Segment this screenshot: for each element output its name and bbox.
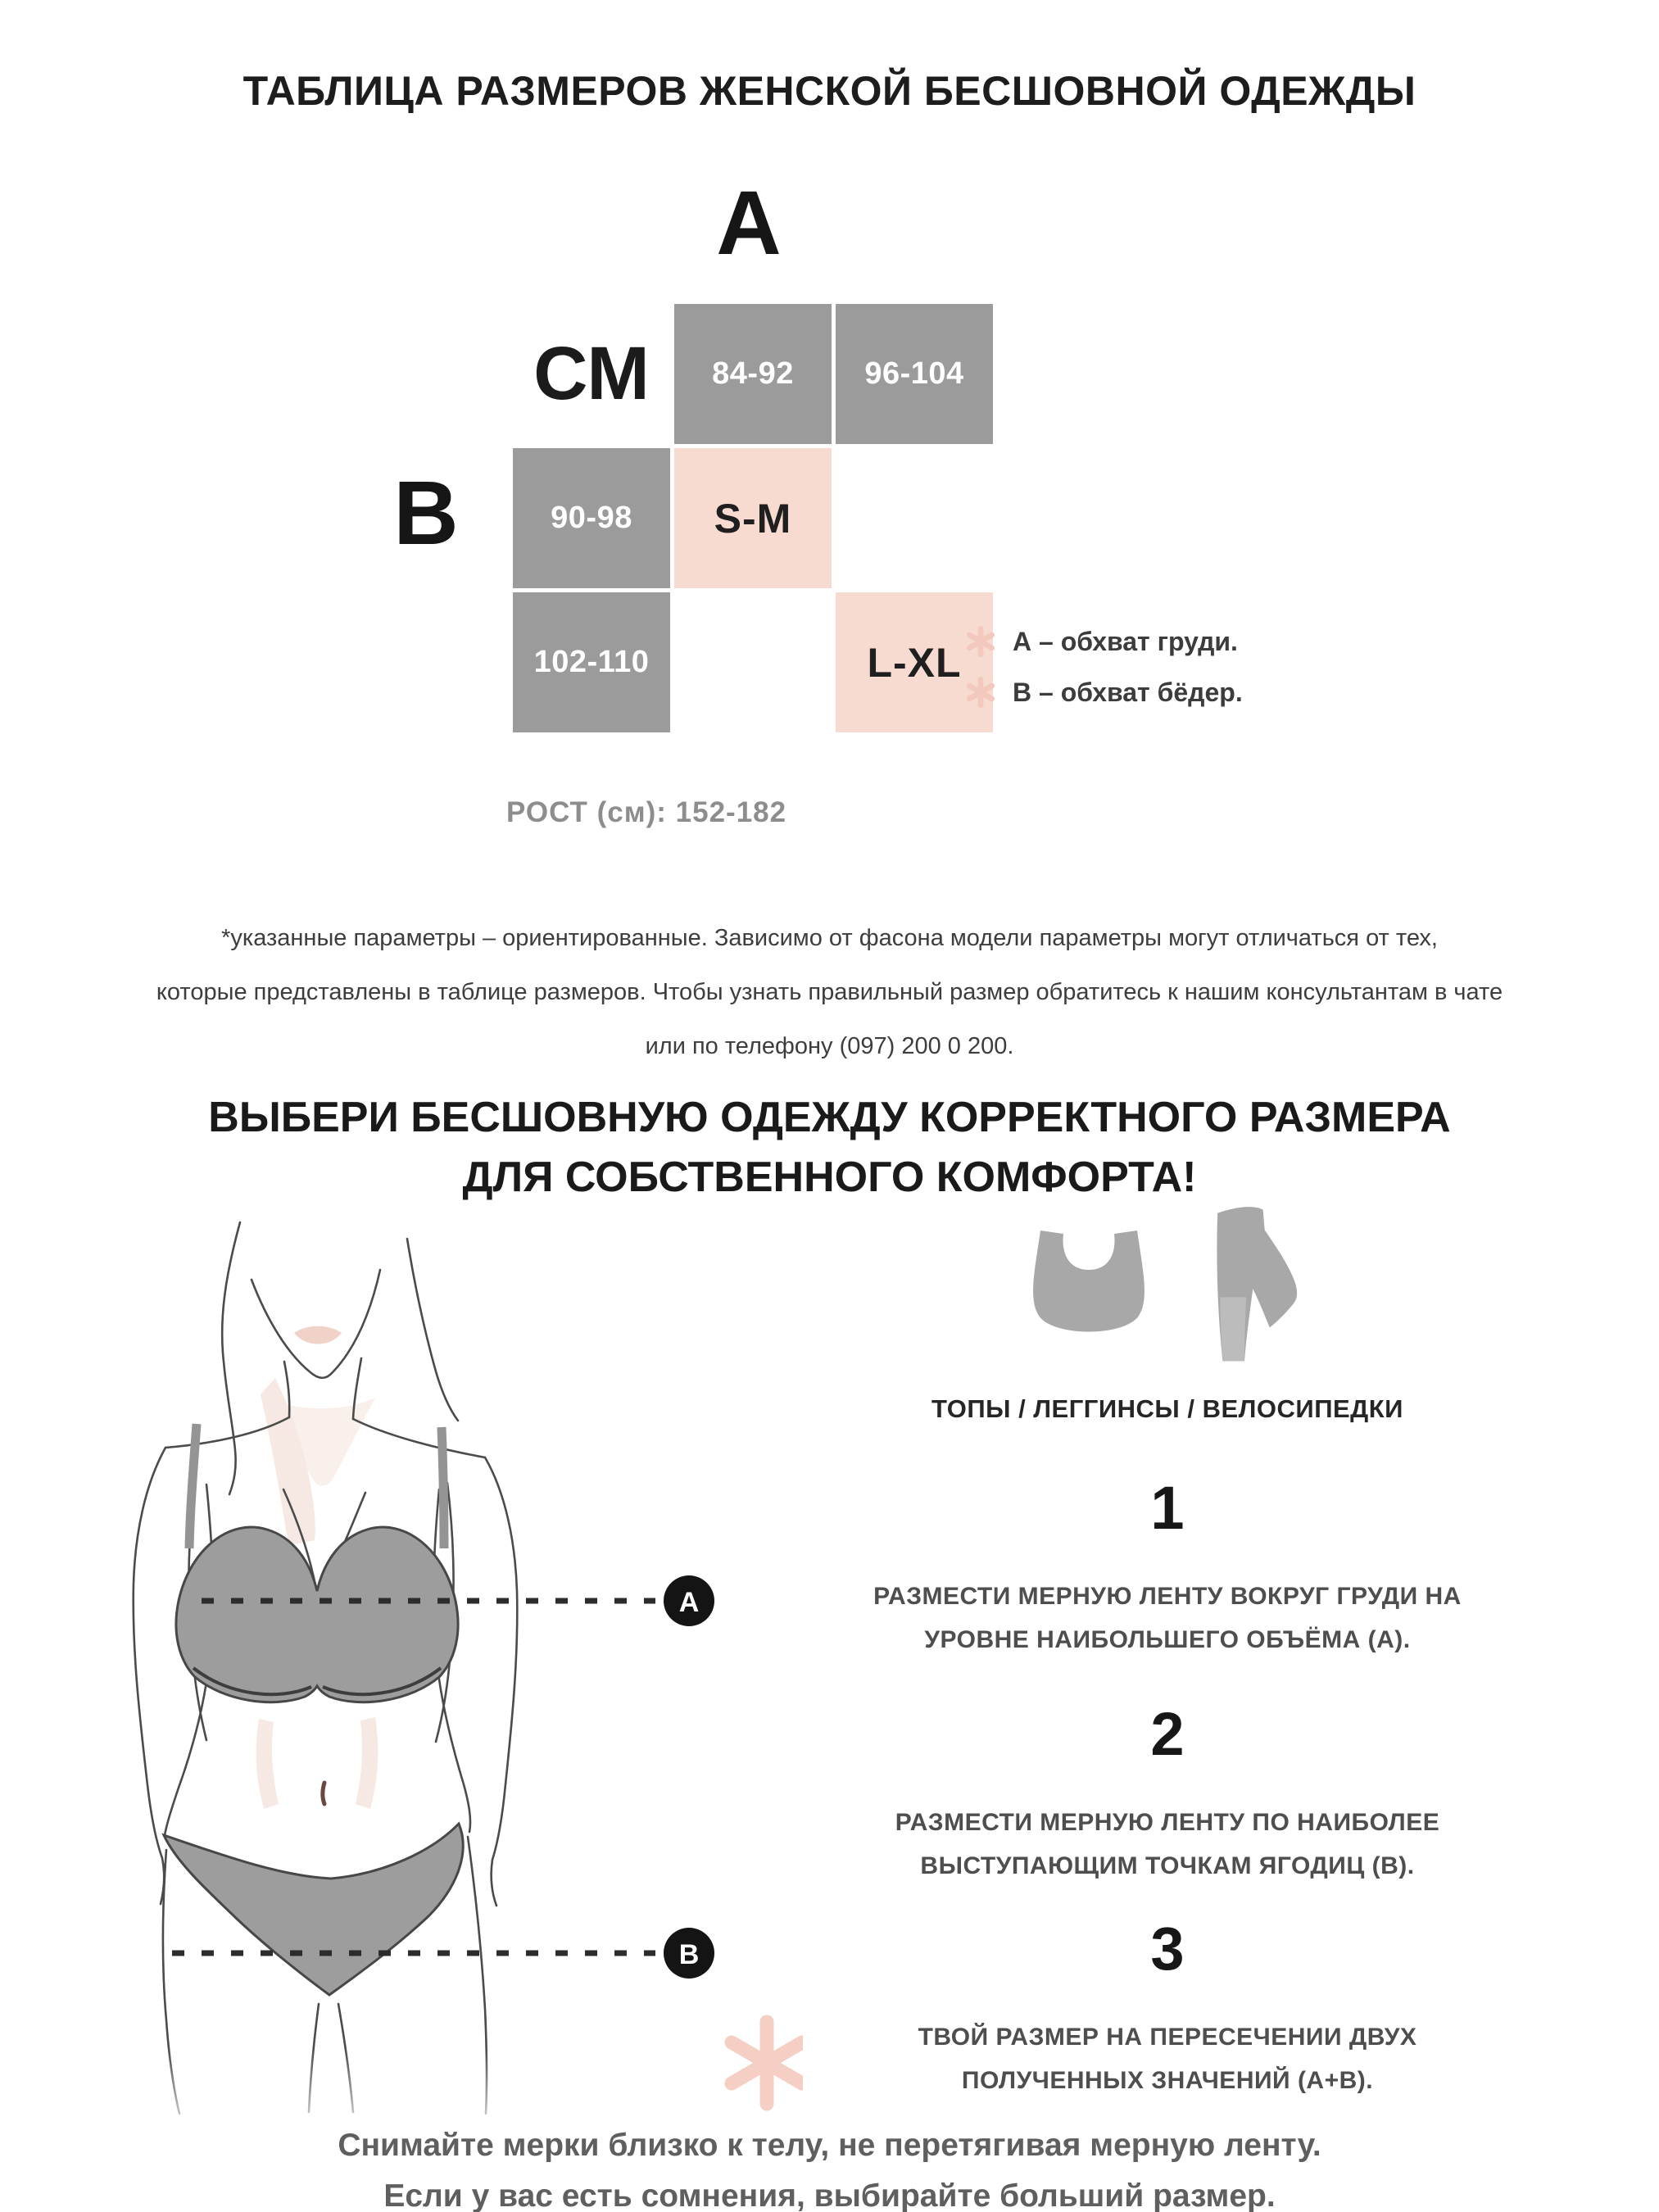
guide-heading-line: ДЛЯ СОБСТВЕННОГО КОМФОРТА! (462, 1154, 1197, 1201)
page-title: ТАБЛИЦА РАЗМЕРОВ ЖЕНСКОЙ БЕСШОВНОЙ ОДЕЖДЫ (243, 68, 1416, 114)
height-range-note: РОСТ (см): 152-182 (506, 796, 787, 828)
legend-row-b (963, 667, 1243, 718)
step-3-text: ТВОЙ РАЗМЕР НА ПЕРЕСЕЧЕНИИ ДВУХ ПОЛУЧЕННЫХ ЗНАЧЕНИЙ (А+В). (918, 2024, 1417, 2094)
step-2-number: 2 (1150, 1700, 1185, 1768)
disclaimer-text (0, 911, 1659, 1073)
lips-shape (294, 1326, 342, 1344)
navel-mark (323, 1783, 324, 1804)
disclaimer-line: или по телефону (097) 200 0 200. (645, 1033, 1014, 1059)
size-cell-lxl: L-XL (836, 592, 993, 732)
footer-note (0, 2120, 1659, 2212)
legend-row-a (963, 616, 1243, 667)
leggings-icon (1211, 1204, 1308, 1365)
legend-b-text: В – обхват бёдер. (1013, 677, 1243, 707)
step-1-text: РАЗМЕСТИ МЕРНУЮ ЛЕНТУ ВОКРУГ ГРУДИ НА УРОВНЕ НАИБОЛЬШЕГО ОБЪЁМА (А). (873, 1583, 1462, 1653)
category-label: ТОПЫ / ЛЕГГИНСЫ / ВЕЛОСИПЕДКИ (931, 1394, 1403, 1423)
legend-a-text: А – обхват груди. (1013, 626, 1238, 656)
guide-heading-line: ВЫБЕРИ БЕСШОВНУЮ ОДЕЖДУ КОРРЕКТНОГО РАЗМЕРА (208, 1094, 1451, 1141)
bust-range-cell: 84-92 (674, 304, 832, 444)
size-table (513, 304, 993, 732)
body-measurement-illustration (115, 1204, 803, 2146)
panties-shape (164, 1824, 463, 1995)
garment-icons (1027, 1204, 1308, 1365)
hip-range-cell: 102-110 (513, 592, 670, 732)
axis-a-label: А (716, 173, 782, 274)
asterisk-icon (963, 624, 998, 659)
empty-cell (674, 592, 832, 732)
bust-range-cell: 96-104 (836, 304, 993, 444)
step-1-number: 1 (1150, 1474, 1185, 1542)
step-3-number: 3 (1150, 1915, 1185, 1983)
female-figure-drawing (115, 1204, 803, 2146)
step-2-text: РАЗМЕСТИ МЕРНУЮ ЛЕНТУ ПО НАИБОЛЕЕ ВЫСТУПАЮЩИМ ТОЧКАМ ЯГОДИЦ (В). (895, 1809, 1440, 1879)
hip-range-cell: 90-98 (513, 448, 670, 588)
size-cell-sm: S-M (674, 448, 832, 588)
marker-b-letter: В (678, 1939, 700, 1970)
sports-top-icon (1027, 1226, 1150, 1340)
footer-line: Снимайте мерки близко к телу, не перетягивая мерную ленту. (338, 2128, 1321, 2163)
footer-line: Если у вас есть сомнения, выбирайте больший размер. (383, 2178, 1276, 2212)
axis-b-label: В (393, 463, 459, 564)
guide-heading (0, 1088, 1659, 1208)
disclaimer-line: которые представлены в таблице размеров. Чтобы узнать правильный размер обратитесь к нашим консультантам в чате (156, 979, 1503, 1005)
instructions-column (836, 1204, 1499, 2102)
disclaimer-line: *указанные параметры – ориентированные. Зависимо от фасона модели параметры могут отличаться от тех, (221, 925, 1438, 951)
empty-cell (836, 448, 993, 588)
unit-cell: СМ (513, 304, 670, 444)
marker-a-letter: А (678, 1587, 700, 1618)
measurement-legend (963, 616, 1243, 718)
asterisk-icon (963, 675, 998, 709)
